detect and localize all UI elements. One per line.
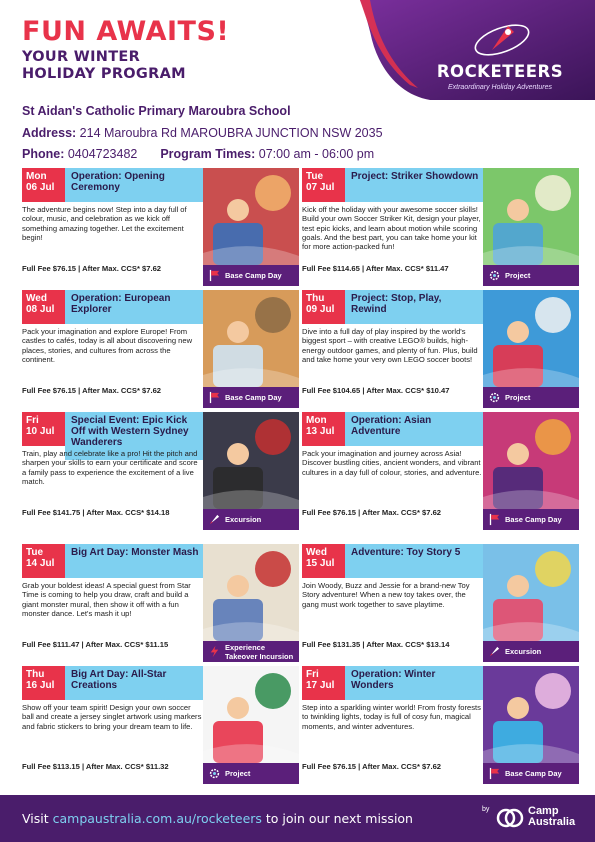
day-of-week: Thu [26, 669, 45, 680]
card-photo-illustration [203, 666, 299, 763]
program-card[interactable] [22, 666, 299, 784]
program-card[interactable] [22, 290, 299, 408]
gear-icon [208, 767, 221, 780]
card-fee: Full Fee $111.47 | After Max. CCS* $11.15 [22, 640, 169, 649]
card-category-tag [483, 763, 579, 784]
day-badge [22, 666, 65, 700]
camp-australia-logo-icon [496, 808, 524, 828]
brand-tagline: Extraordinary Holiday Adventures [447, 84, 552, 91]
day-date: 09 Jul [306, 304, 335, 315]
day-badge [302, 666, 345, 700]
day-badge [22, 412, 65, 446]
card-fee: Full Fee $113.15 | After Max. CCS* $11.32 [22, 762, 169, 771]
by-label: by [482, 806, 490, 813]
program-times-value: 07:00 am - 06:00 pm [258, 147, 375, 161]
card-description: The adventure begins now! Step into a day full of colour, music, and celebration as we kick off something amazing together. Let the excitement begin! [22, 205, 187, 242]
day-of-week: Mon [306, 415, 327, 426]
card-category-label: Project [225, 769, 251, 778]
hero-subtitle [22, 49, 186, 83]
card-photo [203, 412, 299, 509]
program-card[interactable] [302, 666, 579, 784]
day-date: 10 Jul [26, 426, 55, 437]
card-category-label: Base Camp Day [225, 271, 282, 280]
card-title: Operation: Winter Wonders [345, 666, 483, 700]
address-value: 214 Maroubra Rd MAROUBRA JUNCTION NSW 2035 [79, 126, 383, 140]
day-of-week: Tue [26, 547, 44, 558]
day-of-week: Tue [306, 171, 324, 182]
card-category-label: Base Camp Day [505, 515, 562, 524]
hero-subtitle-line-2: HOLIDAY PROGRAM [22, 66, 186, 82]
card-fee: Full Fee $76.15 | After Max. CCS* $7.62 [22, 386, 162, 395]
card-title: Project: Stop, Play, Rewind [345, 290, 483, 324]
card-photo [203, 544, 299, 641]
card-description: Join Woody, Buzz and Jessie for a brand-new Toy Story adventure! When a new toy takes over, the gang must work together to save playtime. [302, 581, 470, 609]
card-photo-illustration [483, 544, 579, 641]
card-fee: Full Fee $141.75 | After Max. CCS* $14.18 [22, 508, 170, 517]
card-category-tag [203, 509, 299, 530]
card-category-label: Excursion [505, 647, 542, 656]
program-times-label: Program Times: [160, 147, 256, 161]
address-label: Address: [22, 126, 77, 140]
card-photo [483, 666, 579, 763]
school-name: St Aidan's Catholic Primary Maroubra School [22, 104, 291, 118]
day-date: 08 Jul [26, 304, 55, 315]
camp-australia-brand [528, 806, 575, 828]
phone-row [22, 147, 374, 161]
card-photo-illustration [203, 544, 299, 641]
card-category-label: Experience Takeover Incursion [225, 642, 294, 661]
card-description: Pack your imagination and explore Europe! From castles to cafés, today is all about discovering new places, stories, and cultures from across the continent. [22, 327, 193, 364]
card-description: Show off your team spirit! Design your own soccer ball and create a jersey singlet artwork using markers and fabric stickers to bring your dream team to life. [22, 703, 202, 731]
program-card[interactable] [302, 412, 579, 530]
day-badge [302, 544, 345, 578]
card-title: Special Event: Epic Kick Off with Western Sydney Wanderers [65, 412, 203, 460]
day-badge [22, 168, 65, 202]
hero-subtitle-line-1: YOUR WINTER [22, 49, 141, 65]
card-fee: Full Fee $76.15 | After Max. CCS* $7.62 [302, 508, 442, 517]
card-category-label: Base Camp Day [505, 769, 562, 778]
card-photo [483, 290, 579, 387]
phone-label: Phone: [22, 147, 65, 161]
day-of-week: Mon [26, 171, 47, 182]
card-photo-illustration [203, 412, 299, 509]
card-category-tag [483, 641, 579, 662]
flag-icon [208, 391, 221, 404]
day-of-week: Wed [306, 547, 327, 558]
visit-line [22, 811, 413, 826]
card-photo-illustration [483, 290, 579, 387]
card-photo-illustration [203, 168, 299, 265]
card-title: Big Art Day: Monster Mash [65, 544, 203, 578]
gear-icon [488, 391, 501, 404]
program-card[interactable] [302, 168, 579, 286]
card-fee: Full Fee $131.35 | After Max. CCS* $13.14 [302, 640, 450, 649]
address-row [22, 126, 383, 140]
card-title: Operation: Asian Adventure [345, 412, 483, 446]
card-photo [483, 412, 579, 509]
card-fee: Full Fee $114.65 | After Max. CCS* $11.47 [302, 264, 449, 273]
rocket-icon [208, 513, 221, 526]
card-title: Adventure: Toy Story 5 [345, 544, 483, 578]
day-badge [302, 412, 345, 446]
day-date: 17 Jul [306, 680, 335, 691]
card-photo-illustration [483, 412, 579, 509]
program-card[interactable] [22, 544, 299, 662]
day-of-week: Thu [306, 293, 325, 304]
card-category-tag [483, 387, 579, 408]
card-category-tag [483, 509, 579, 530]
program-card[interactable] [22, 168, 299, 286]
rocket-logo-icon [470, 18, 534, 60]
visit-suffix: to join our next mission [265, 811, 413, 826]
card-photo [483, 544, 579, 641]
card-category-tag [203, 265, 299, 286]
day-date: 13 Jul [306, 426, 335, 437]
website-link[interactable]: campaustralia.com.au/rocketeers [52, 811, 262, 826]
flag-icon [488, 767, 501, 780]
day-badge [302, 168, 345, 202]
day-date: 15 Jul [306, 558, 335, 569]
card-category-label: Project [505, 393, 531, 402]
program-card[interactable] [302, 290, 579, 408]
card-category-label: Project [505, 271, 531, 280]
day-date: 06 Jul [26, 182, 55, 193]
card-title: Operation: Opening Ceremony [65, 168, 203, 202]
day-badge [22, 544, 65, 578]
card-title: Project: Striker Showdown [345, 168, 483, 202]
card-category-label: Excursion [225, 515, 262, 524]
brand-line-2: Australia [528, 816, 576, 828]
rocket-icon [488, 645, 501, 658]
day-of-week: Wed [26, 293, 47, 304]
program-card[interactable] [302, 544, 579, 662]
day-badge [302, 290, 345, 324]
card-description: Dive into a full day of play inspired by the world's biggest sport – with creative LEGO® builds, high-energy outdoor games, and plenty of fun. Plus, build and take home your very own LEGO soccer boots! [302, 327, 478, 364]
card-fee: Full Fee $104.65 | After Max. CCS* $10.47 [302, 386, 450, 395]
day-date: 07 Jul [306, 182, 335, 193]
card-photo-illustration [483, 168, 579, 265]
card-photo-illustration [203, 290, 299, 387]
card-title: Operation: European Explorer [65, 290, 203, 324]
visit-prefix: Visit [22, 811, 49, 826]
program-card[interactable] [22, 412, 299, 530]
card-photo [203, 666, 299, 763]
brand-name: ROCKETEERS [436, 62, 564, 81]
day-of-week: Fri [306, 669, 319, 680]
card-description: Grab your boldest ideas! A special guest from Star Time is coming to help you draw, craft and build a giant monster mural, then show it off with a fun monster dance. Let's mash it up! [22, 581, 191, 618]
card-category-tag [483, 265, 579, 286]
lightning-icon [208, 645, 221, 658]
phone-value[interactable]: 0404723482 [67, 147, 138, 161]
card-category-tag [203, 387, 299, 408]
card-photo [483, 168, 579, 265]
card-fee: Full Fee $76.15 | After Max. CCS* $7.62 [22, 264, 162, 273]
card-description: Step into a sparkling winter world! From frosty forests to twinkling lights, today is full of cosy fun, magical moments, and winter adventures. [302, 703, 481, 731]
brand-line-1: Camp [528, 805, 559, 817]
flag-icon [488, 513, 501, 526]
card-description: Train, play and celebrate like a pro! Hit the pitch and sharpen your skills to earn your certificate and score a family pass to experience the excitement of a live match. [22, 449, 198, 486]
day-of-week: Fri [26, 415, 39, 426]
hero-title: FUN AWAITS! [22, 16, 230, 47]
card-fee: Full Fee $76.15 | After Max. CCS* $7.62 [302, 762, 442, 771]
card-photo-illustration [483, 666, 579, 763]
card-photo [203, 168, 299, 265]
header [0, 0, 595, 100]
card-description: Pack your imagination and journey across Asia! Discover bustling cities, ancient wonders, and vibrant cultures in a day full of colour, stories, and adventure. [302, 449, 482, 477]
day-badge [22, 290, 65, 324]
flag-icon [208, 269, 221, 282]
card-category-tag [203, 763, 299, 784]
card-title: Big Art Day: All-Star Creations [65, 666, 203, 700]
day-date: 14 Jul [26, 558, 55, 569]
card-category-tag [203, 641, 299, 662]
gear-icon [488, 269, 501, 282]
footer [0, 795, 595, 842]
card-description: Kick off the holiday with your awesome soccer skills! Build your own Soccer Striker Kit, design your player, test epic kicks, and learn about motion while scoring goals. And the best part, you can take home your kit for more action-packed fun! [302, 205, 481, 252]
day-date: 16 Jul [26, 680, 55, 691]
card-category-label: Base Camp Day [225, 393, 282, 402]
card-photo [203, 290, 299, 387]
